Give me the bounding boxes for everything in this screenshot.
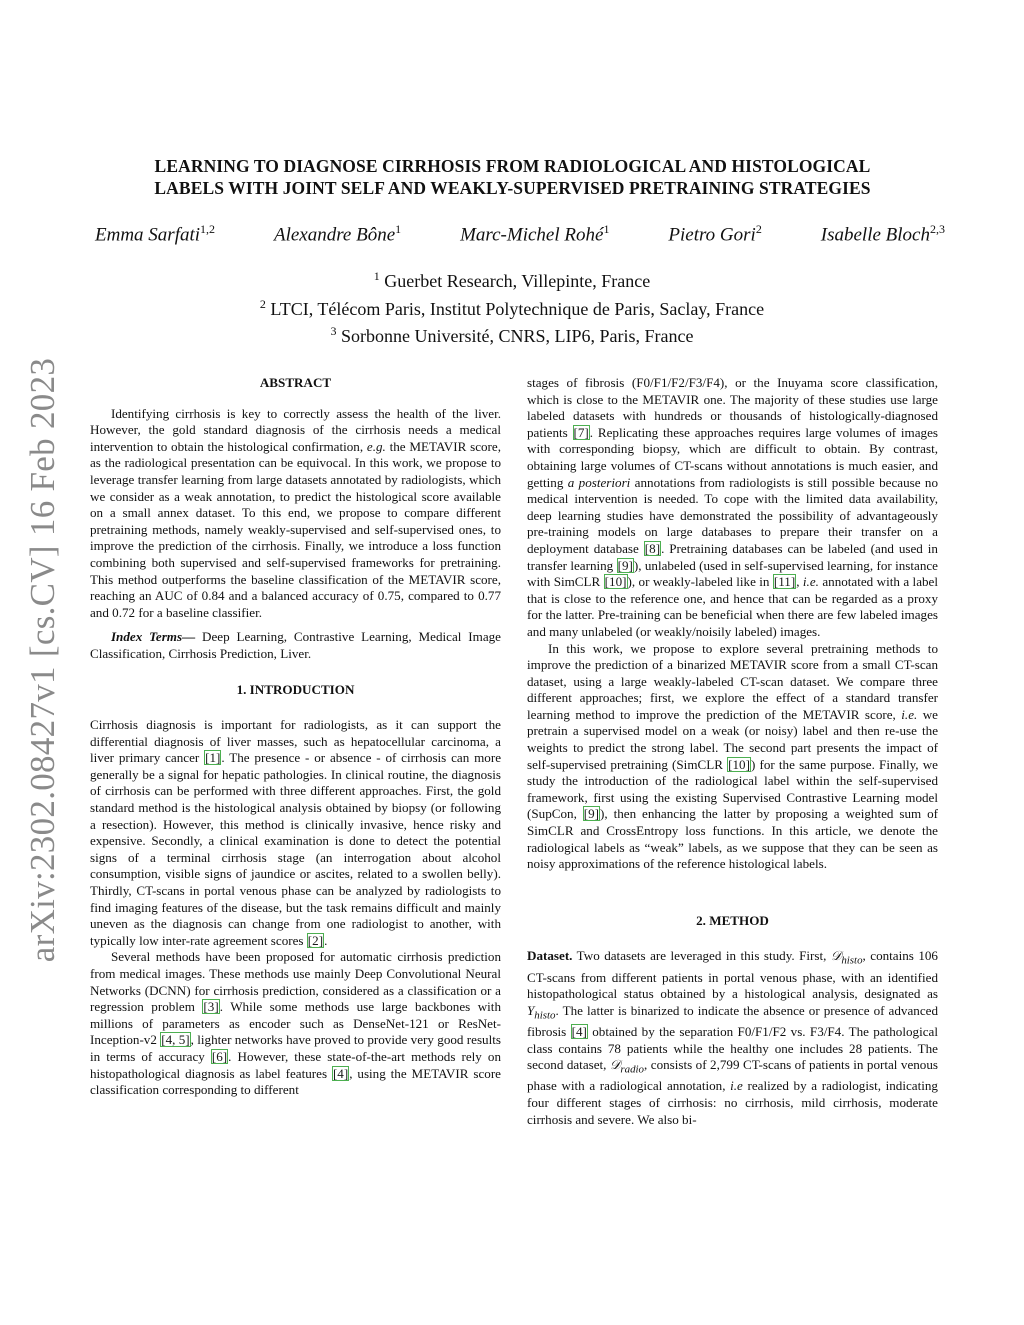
method-paragraph: Dataset. Two datasets are leveraged in this study. First, 𝒟$_{histo}$, contains 106 CT-scans from different patients in portal venous phase, with an identified histopathological status obtained by a histological analysis, designated as $Y_{histo}$. The latter is binarized to indicate the absence or presence of advanced fibrosis [4] obtained by the separation F0/F1/F2 vs. F3/F4. The pathological class contains 78 patients while the healthy one includes 28 patients. The second dataset, 𝒟$_{radio}$, consists of 2,799 CT-scans of patients in portal venous phase with a radiological annotation, i.e realized by a radiologist, indicating four different stages of cirrhosis: no cirrhosis, mild cirrhosis, moderate cirrhosis and severe. We also bi- (527, 948, 938, 1127)
affiliations (150, 265, 874, 348)
citation-link[interactable]: [6] (211, 1048, 228, 1064)
intro-paragraph: Several methods have been proposed for automatic cirrhosis prediction from medical images. These methods use mainly Deep Convolutional Neural Networks (DCNN) for cirrhosis prediction, considered as a classification or a regression problem [3]. While some methods use large backbones with millions of parameters as encoder such as DenseNet-121 or ResNet-Inception-v2 [4, 5], lighter networks have proved to provide very good results in terms of accuracy [6]. However, these state-of-the-art methods rely on histopathological diagnosis as label features [4], using the METAVIR score classification corresponding to different (90, 949, 501, 1098)
citation-link[interactable]: [11] (773, 574, 796, 590)
introduction-heading: 1. INTRODUCTION (236, 681, 355, 697)
index-terms: Index Terms— Deep Learning, Contrastive Learning, Medical Image Classification, Cirrhosis Prediction, Liver. (90, 629, 501, 661)
affiliation: $^2$ LTCI, Télécom Paris, Institut Polytechnique de Paris, Saclay, France (259, 296, 765, 319)
left-column (90, 375, 501, 1099)
affiliation: $^1$ Guerbet Research, Villepinte, France (373, 269, 651, 291)
title-line-1: LEARNING TO DIAGNOSE CIRRHOSIS FROM RADIOLOGICAL AND HISTOLOGICAL (154, 156, 871, 176)
author: Marc-Michel Rohé$^1$ (460, 222, 610, 246)
author: Pietro Gori$^2$ (668, 222, 762, 246)
citation-link[interactable]: [4, 5] (161, 1032, 190, 1048)
arxiv-sidebar-stamp (18, 345, 68, 975)
citation-link[interactable]: [4] (332, 1065, 349, 1081)
title-line-2: LABELS WITH JOINT SELF AND WEAKLY-SUPERVISED PRETRAINING STRATEGIES (154, 178, 871, 198)
abstract-heading: ABSTRACT (259, 375, 332, 390)
intro-paragraph: In this work, we propose to explore several pretraining methods to improve the prediction of a binarized METAVIR score from a small CT-scan dataset, using a large weakly-labeled CT-scan dataset. We compare three different approaches; first, we explore the effect of a standard transfer learning method to improve the prediction of the METAVIR score, i.e. we pretrain a supervised model on a weak (or noisy) label and then re-use the weights to predict the strong label. The second part presents the impact of self-supervised pretraining (SimCLR [10]) for the same purpose. Finally, we study the introduction of the radiological label within the self-supervised framework, first using the existing Supervised Contrastive Learning model (SupCon, [9]), then enhancing the latter by proposing a weighted sum of SimCLR and CrossEntropy loss functions. In this article, we denote the radiological labels as “weak” labels, as we suppose that they can be seen as noisy approximations of the reference histological labels. (527, 640, 938, 872)
affiliation: $^3$ Sorbonne Université, CNRS, LIP6, Paris, France (330, 324, 694, 346)
citation-link[interactable]: [9] (583, 806, 600, 822)
abstract-text: Identifying cirrhosis is key to correctly assess the health of the liver. However, the gold standard diagnosis of the cirrhosis needs a medical intervention to obtain the histological confirmation, e.g. the METAVIR score, as the radiological presentation can be equivocal. In this work, we propose to leverage transfer learning from large datasets annotated by radiologists, which we consider as a weak annotation, to predict the histological score available on a small annex dataset. To this end, we propose to compare different pretraining methods, namely weakly-supervised and self-supervised ones, to improve the prediction of the cirrhosis. Finally, we introduce a loss function combining both supervised and self-supervised frameworks for pretraining. This method outperforms the baseline classification of the METAVIR score, reaching an AUC of 0.84 and a balanced accuracy of 0.75, compared to 0.77 and 0.72 for a baseline classifier. (90, 405, 501, 620)
intro-paragraph: stages of fibrosis (F0/F1/F2/F3/F4), or the Inuyama score classification, which is close to the METAVIR one. The majority of these studies use large labeled datasets with hundreds or thousands of histologically-diagnosed patients [7]. Replicating these approaches requires large volumes of images with corresponding biopsy, which are difficult to obtain. By contrast, obtaining large volumes of CT-scans without annotations is much easier, and getting a posteriori annotations from radiologists is still possible because no medical intervention is needed. To cope with the limited data availability, deep learning studies have demonstrated the possibility of advantageously pre-training models on large databases to prepare their transfer on a deployment database [8]. Pretraining databases can be labeled (and used in transfer learning [9]), unlabeled (used in self-supervised learning, for instance with SimCLR [10]), or weakly-labeled like in [11], i.e. annotated with a label that is close to the reference one, and hence that can be regarded as a proxy for the latter. Pre-training can be beneficial when there are few labeled images and many unlabeled (or weakly/noisily labeled) images. (527, 375, 938, 639)
citation-link[interactable]: [2] (307, 932, 324, 948)
arxiv-identifier: arXiv:2302.08427v1 [cs.CV] 16 Feb 2023 (23, 357, 62, 963)
citation-link[interactable]: [8] (644, 540, 661, 556)
intro-paragraph: Cirrhosis diagnosis is important for radiologists, as it can support the differential diagnosis of liver masses, such as hepatocellular carcinoma, a liver primary cancer [1]. The presence - or absence - of cirrhosis can more generally be a signal for hepatic pathologies. In clinical routine, the diagnosis of cirrhosis can be performed with three different approaches. First, the gold standard method is the histological analysis obtained by biopsy (or following a resection). However, this method is clinically invasive, hence risky and expensive. Secondly, a clinical examination is done to detect the potential signs of a terminal cirrhosis stage (an interrogation about alcohol consumption, visible signs of jaundice or ascites, related to a swollen belly). Thirdly, CT-scans in portal venous phase can be analyzed by radiologists to find imaging features of the disease, but the task remains difficult and mainly uneven as the diagnosis can change from one radiologist to another, with typically low inter-rate agreement scores [2]. (90, 717, 502, 948)
citation-link[interactable]: [7] (573, 424, 589, 440)
author: Emma Sarfati$^{1,2}$ (95, 222, 216, 246)
author-list (95, 222, 945, 246)
citation-link[interactable]: [9] (617, 557, 633, 573)
citation-link[interactable]: [3] (203, 999, 219, 1015)
method-heading: 2. METHOD (696, 912, 769, 928)
paper-title (90, 155, 935, 199)
citation-link[interactable]: [1] (205, 750, 221, 766)
citation-link[interactable]: [4] (571, 1024, 587, 1039)
citation-link[interactable]: [10] (604, 574, 627, 590)
author: Alexandre Bône$^1$ (273, 222, 402, 246)
citation-link[interactable]: [10] (728, 756, 750, 772)
author: Isabelle Bloch$^{2,3}$ (820, 222, 945, 246)
right-column (527, 375, 938, 1128)
